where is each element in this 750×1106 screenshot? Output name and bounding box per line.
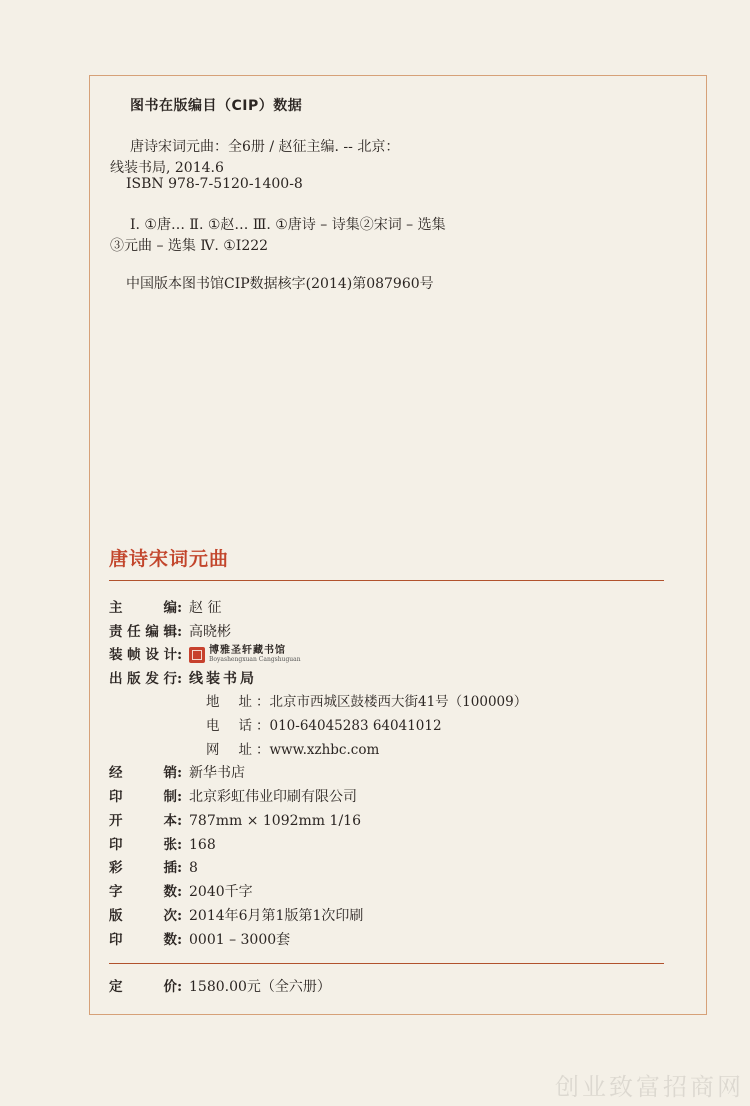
- detail-value: 新华书店: [189, 765, 245, 781]
- cip-record-number: 中国版本图书馆CIP数据核字(2014)第087960号: [126, 276, 434, 292]
- book-title: 唐诗宋词元曲: [109, 548, 230, 570]
- detail-label: 印制: [109, 789, 177, 805]
- detail-row: 字数: 2040千字: [109, 884, 253, 900]
- price-value: 1580.00元（全六册）: [189, 979, 331, 995]
- detail-value: 168: [189, 837, 216, 853]
- designer-name-pinyin: Boyashengxuan Cangshuguan: [209, 656, 301, 663]
- price-row: 定价: 1580.00元（全六册）: [109, 979, 331, 995]
- address-row: 地址 ：北京市西城区鼓楼西大街41号（100009）: [206, 694, 528, 710]
- editor-row: 主编: 赵 征: [109, 600, 222, 616]
- detail-row: 彩插: 8: [109, 860, 198, 876]
- website-label: 网址: [206, 742, 252, 758]
- design-label: 装帧设计: [109, 647, 177, 663]
- detail-value: 2040千字: [189, 884, 253, 900]
- responsible-editor-label: 责任编辑: [109, 624, 177, 640]
- detail-row: 开本: 787mm × 1092mm 1/16: [109, 813, 361, 829]
- website-row: 网址 ：www.xzhbc.com: [206, 742, 380, 758]
- address-label: 地址: [206, 694, 252, 710]
- phone-label: 电话: [206, 718, 252, 734]
- publisher-value: 线装书局: [189, 671, 257, 687]
- detail-row: 印张: 168: [109, 837, 216, 853]
- designer-name: 博雅圣轩藏书馆: [209, 645, 286, 656]
- designer-logo: [189, 645, 301, 665]
- address-value: 北京市西城区鼓楼西大街41号（100009）: [269, 694, 528, 710]
- cip-classification-2: ③元曲 – 选集 Ⅳ. ①I222: [110, 238, 269, 254]
- responsible-editor-row: 责任编辑: 高晓彬: [109, 624, 231, 640]
- detail-label: 印张: [109, 837, 177, 853]
- responsible-editor-value: 高晓彬: [189, 624, 231, 640]
- detail-value: 0001 – 3000套: [189, 932, 291, 948]
- detail-value: 2014年6月第1版第1次印刷: [189, 908, 364, 924]
- editor-label: 主编: [109, 600, 177, 616]
- detail-label: 字数: [109, 884, 177, 900]
- site-watermark: 创业致富招商网: [555, 1073, 744, 1101]
- detail-row: 经销: 新华书店: [109, 765, 245, 781]
- design-row: 装帧设计: 博雅圣轩藏书馆 Boyashengxuan Cangshuguan: [109, 645, 301, 663]
- cip-isbn: ISBN 978-7-5120-1400-8: [126, 176, 303, 192]
- detail-label: 彩插: [109, 860, 177, 876]
- detail-value: 北京彩虹伟业印刷有限公司: [189, 789, 357, 805]
- publisher-label: 出版发行: [109, 671, 177, 687]
- detail-row: 版次: 2014年6月第1版第1次印刷: [109, 908, 364, 924]
- title-divider: [109, 580, 664, 581]
- cip-classification-1: Ⅰ. ①唐… Ⅱ. ①赵… Ⅲ. ①唐诗 – 诗集②宋词 – 选集: [130, 217, 446, 233]
- detail-value: 787mm × 1092mm 1/16: [189, 813, 361, 829]
- cip-line-1: 唐诗宋词元曲：全6册 / 赵征主编. -- 北京：: [130, 139, 400, 155]
- detail-label: 经销: [109, 765, 177, 781]
- detail-label: 开本: [109, 813, 177, 829]
- publisher-row: 出版发行: 线装书局: [109, 671, 257, 687]
- price-divider: [109, 963, 664, 964]
- detail-label: 版次: [109, 908, 177, 924]
- phone-row: 电话 ：010-64045283 64041012: [206, 718, 442, 734]
- price-label: 定价: [109, 979, 177, 995]
- phone-value: 010-64045283 64041012: [269, 718, 442, 734]
- detail-row: 印数: 0001 – 3000套: [109, 932, 291, 948]
- detail-value: 8: [189, 860, 198, 876]
- cip-line-2: 线装书局, 2014.6: [110, 160, 224, 176]
- website-value: www.xzhbc.com: [269, 742, 380, 758]
- detail-row: 印制: 北京彩虹伟业印刷有限公司: [109, 789, 357, 805]
- editor-value: 赵 征: [189, 600, 222, 616]
- detail-label: 印数: [109, 932, 177, 948]
- cip-heading: 图书在版编目（CIP）数据: [130, 98, 303, 114]
- seal-stamp-icon: [189, 647, 205, 663]
